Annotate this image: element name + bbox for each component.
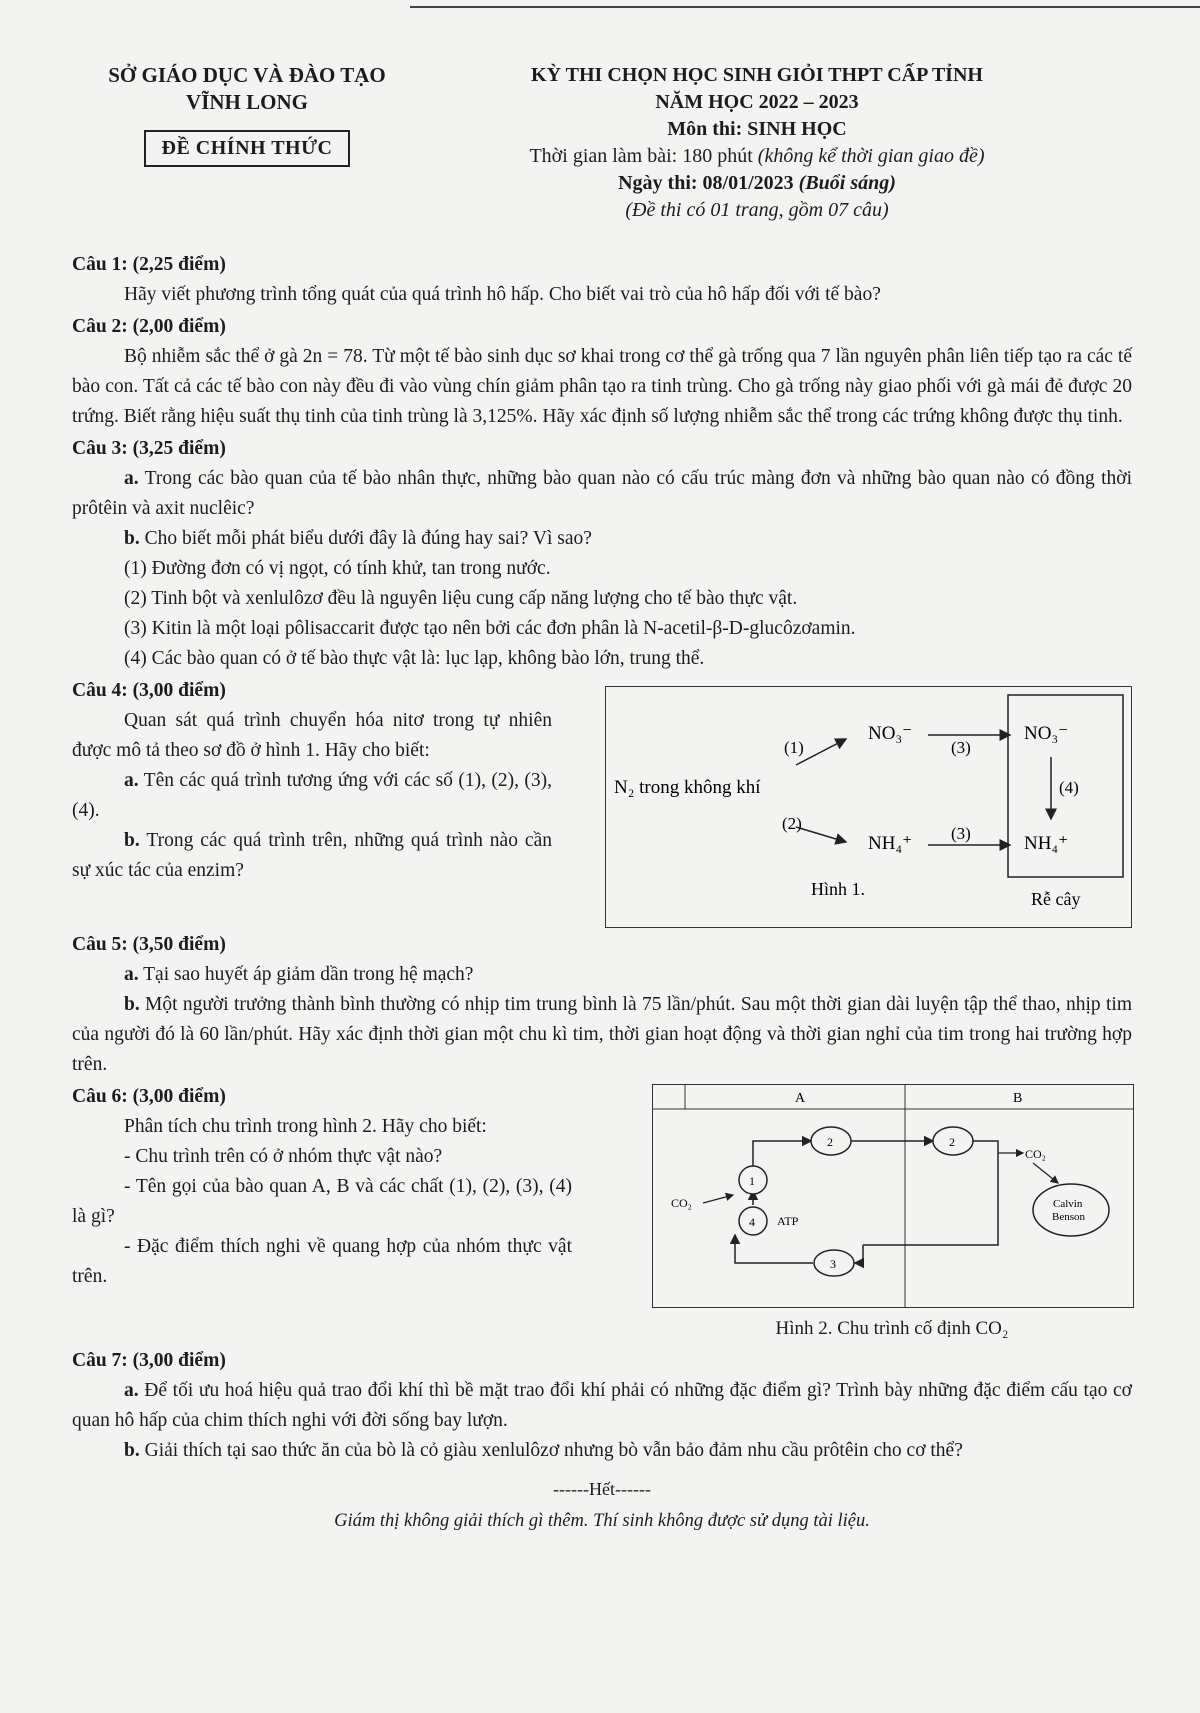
- time-note: (không kể thời gian giao đề): [757, 145, 985, 167]
- q6-bullet-3: - Đặc điểm thích nghi về quang hợp của nhóm thực vật trên.: [72, 1236, 572, 1287]
- q4-a: a. Tên các quá trình tương ứng với các số (1), (2), (3), (4).: [72, 770, 552, 821]
- q1-text: Hãy viết phương trình tổng quát của quá trình hô hấp. Cho biết vai trò của hô hấp đối với tế bào?: [124, 284, 881, 305]
- q3-title: Câu 3: (3,25 điểm): [72, 438, 226, 459]
- q7-b: b. Giải thích tại sao thức ăn của bò là cỏ giàu xenlulôzơ nhưng bò vẫn bảo đảm nhu cầu prôtêin cho cơ thể?: [124, 1440, 963, 1461]
- arrow-3-to-4: [735, 1235, 813, 1263]
- root-label: Rễ cây: [1031, 889, 1081, 909]
- benson-label: Benson: [1052, 1211, 1085, 1223]
- node-3-label: 3: [830, 1257, 836, 1271]
- q4-text: [72, 674, 552, 928]
- school-year: NĂM HỌC 2022 – 2023: [655, 91, 859, 113]
- scan-edge-line: [410, 6, 1200, 8]
- q6-title: Câu 6: (3,00 điểm): [72, 1086, 226, 1107]
- step-3-top-label: (3): [951, 738, 971, 757]
- figure-1-caption: Hình 1.: [811, 879, 865, 899]
- figure-2-co2-cycle: [652, 1084, 1134, 1308]
- step-4-label: (4): [1059, 778, 1079, 797]
- date-line: [432, 170, 1082, 197]
- q3-a: a. Trong các bào quan của tế bào nhân thực, những bào quan nào có cấu trúc màng đơn và những bào quan nào có đồng thời prôtêin và axit nuclêic?: [72, 468, 1132, 519]
- q3-item-2: (2) Tinh bột và xenlulôzơ đều là nguyên liệu cung cấp năng lượng cho tế bào thực vật.: [124, 588, 798, 609]
- co2-out-label: CO₂: [1025, 1147, 1046, 1161]
- q6-bullet-2: - Tên gọi của bào quan A, B và các chất (1), (2), (3), (4) là gì?: [72, 1176, 572, 1227]
- col-b-label: B: [1013, 1091, 1023, 1106]
- node-2-a-label: 2: [827, 1135, 833, 1149]
- q1-title: Câu 1: (2,25 điểm): [72, 254, 226, 275]
- calvin-benson-cycle: [1033, 1184, 1109, 1236]
- figure-1-nitrogen: [605, 686, 1132, 928]
- q2-text: Bộ nhiễm sắc thể ở gà 2n = 78. Từ một tế bào sinh dục sơ khai trong cơ thể gà trống qua 7 lần nguyên phân liên tiếp tạo ra các tế bào con. Tất cả các tế bào con này đều đi vào vùng chín giảm phân tạo ra tinh trùng. Cho gà trống này giao phối với gà mái đẻ được 20 trứng. Biết rằng hiệu suất thụ tinh của tinh trùng là 3,125%. Hãy xác định số lượng nhiễm sắc thể trong các trứng không được thụ tinh.: [72, 346, 1132, 427]
- q7-a: a. Để tối ưu hoá hiệu quả trao đổi khí thì bề mặt trao đổi khí phải có những đặc điểm gì? Trình bày những đặc điểm cấu tạo cơ quan hô hấp của chim thích nghi với đời sống bay lượn.: [72, 1380, 1132, 1431]
- q3-b: b. Cho biết mỗi phát biểu dưới đây là đúng hay sai? Vì sao?: [124, 528, 592, 549]
- co2-in-label: CO₂: [671, 1196, 692, 1210]
- q6-text: [72, 1080, 572, 1344]
- q4-b: b. Trong các quá trình trên, những quá trình nào cần sự xúc tác của enzim?: [72, 830, 552, 881]
- return-line: [863, 1141, 998, 1245]
- date-label: Ngày thi: 08/01/2023: [618, 172, 794, 194]
- q4-intro: Quan sát quá trình chuyển hóa nitơ trong tự nhiên được mô tả theo sơ đồ ở hình 1. Hãy cho biết:: [72, 710, 552, 761]
- no3-air: NO₃⁻: [868, 723, 913, 744]
- co2-in-arrow: [703, 1195, 733, 1203]
- n2-label: N₂ trong không khí: [614, 777, 761, 798]
- nitrogen-diagram: [606, 687, 1131, 927]
- department-name: SỞ GIÁO DỤC VÀ ĐÀO TẠO: [108, 63, 386, 87]
- figure-2-wrap: [652, 1084, 1132, 1344]
- end-marker: ------Hết------: [553, 1479, 651, 1499]
- q7-title: Câu 7: (3,00 điểm): [72, 1350, 226, 1371]
- exam-title: KỲ THI CHỌN HỌC SINH GIỎI THPT CẤP TỈNH: [531, 64, 983, 86]
- q6-intro: Phân tích chu trình trong hình 2. Hãy cho biết:: [124, 1116, 487, 1137]
- header-left: [82, 62, 412, 167]
- q4-block: [72, 674, 1132, 928]
- province-name: VĨNH LONG: [186, 90, 308, 114]
- col-a-label: A: [795, 1091, 806, 1106]
- nh4-air: NH₄⁺: [868, 833, 913, 854]
- co2-cycle-diagram: [653, 1085, 1133, 1307]
- node-2-b-label: 2: [949, 1135, 955, 1149]
- nh4-root: NH₄⁺: [1024, 833, 1069, 854]
- q6-block: [72, 1080, 1132, 1344]
- arrow-to-3: [855, 1245, 863, 1263]
- arrow-1-to-2: [753, 1141, 811, 1170]
- q3-item-3: (3) Kitin là một loại pôlisaccarit được tạo nên bởi các đơn phân là N-acetil-β-D-glucôzơamin.: [124, 618, 856, 639]
- no3-root: NO₃⁻: [1024, 723, 1069, 744]
- q5-b: b. Một người trưởng thành bình thường có nhịp tim trung bình là 75 lần/phút. Sau một thời gian dài luyện tập thể thao, nhịp tim của người đó là 60 lần/phút. Hãy xác định thời gian một chu kì tim, thời gian hoạt động và thời gian nghỉ của tim trong hai trường hợp trên.: [72, 994, 1132, 1075]
- q2-title: Câu 2: (2,00 điểm): [72, 316, 226, 337]
- q4-title: Câu 4: (3,00 điểm): [72, 680, 226, 701]
- time-line: [432, 143, 1082, 170]
- node-1-label: 1: [749, 1174, 755, 1188]
- exam-body: [72, 248, 1132, 1536]
- node-4-label: 4: [749, 1215, 755, 1229]
- pages-note: (Đề thi có 01 trang, gồm 07 câu): [625, 199, 889, 221]
- atp-label: ATP: [777, 1214, 799, 1228]
- figure-2-caption: Hình 2. Chu trình cố định CO₂: [775, 1318, 1009, 1339]
- q3-item-4: (4) Các bào quan có ở tế bào thực vật là: lục lạp, không bào lớn, trung thể.: [124, 648, 705, 669]
- official-stamp: ĐỀ CHÍNH THỨC: [144, 130, 351, 167]
- time-label: Thời gian làm bài: 180 phút: [529, 145, 753, 167]
- q6-bullet-1: - Chu trình trên có ở nhóm thực vật nào?: [124, 1146, 443, 1167]
- co2-to-calvin-arrow: [1033, 1163, 1058, 1183]
- arrow-2: [796, 827, 846, 842]
- q5-title: Câu 5: (3,50 điểm): [72, 934, 226, 955]
- q3-item-1: (1) Đường đơn có vị ngọt, có tính khử, tan trong nước.: [124, 558, 551, 579]
- step-3-bottom-label: (3): [951, 824, 971, 843]
- calvin-label: Calvin: [1053, 1198, 1083, 1210]
- date-note: (Buổi sáng): [798, 172, 896, 194]
- footer-note: Giám thị không giải thích gì thêm. Thí sinh không được sử dụng tài liệu.: [334, 1511, 870, 1531]
- subject: Môn thi: SINH HỌC: [667, 118, 847, 140]
- step-1-label: (1): [784, 738, 804, 757]
- q5-a: a. Tại sao huyết áp giảm dần trong hệ mạch?: [124, 964, 474, 985]
- header-right: [432, 62, 1082, 224]
- step-2-label: (2): [782, 814, 802, 833]
